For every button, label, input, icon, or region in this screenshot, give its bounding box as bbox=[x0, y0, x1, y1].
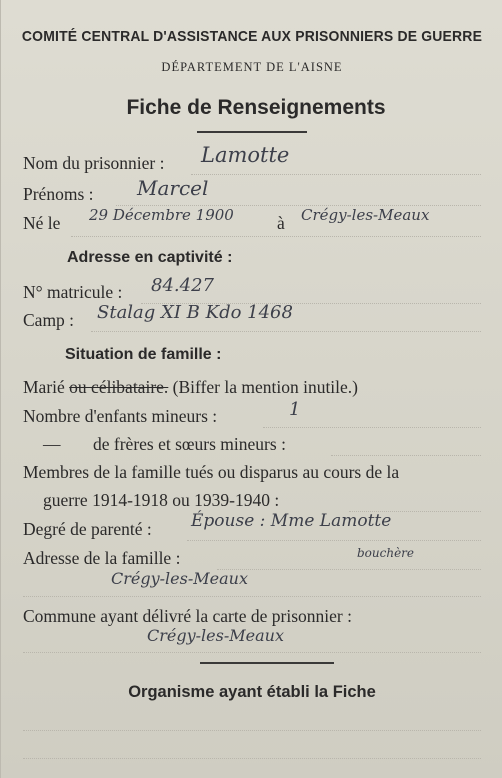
dotted-line bbox=[217, 569, 481, 570]
ne-label: Né le bbox=[23, 213, 61, 233]
title-underline bbox=[197, 131, 307, 133]
degre-value: Épouse : Mme Lamotte bbox=[191, 511, 392, 531]
matricule-label: N° matricule : bbox=[23, 282, 123, 302]
dotted-line bbox=[23, 758, 481, 759]
section-rule bbox=[200, 662, 334, 664]
birth-date-value: 29 Décembre 1900 bbox=[89, 206, 234, 224]
commune-value: Crégy-les-Meaux bbox=[147, 626, 284, 645]
camp-label: Camp : bbox=[23, 310, 75, 330]
marital-status-line bbox=[23, 377, 358, 398]
dotted-line bbox=[23, 730, 481, 731]
membres-line2: guerre 1914-1918 ou 1939-1940 : bbox=[43, 490, 280, 510]
enfants-label: Nombre d'enfants mineurs : bbox=[23, 406, 218, 426]
committee-header: COMITÉ CENTRAL D'ASSISTANCE AUX PRISONNIERS DE GUERRE bbox=[21, 28, 483, 45]
freres-label: de frères et sœurs mineurs : bbox=[93, 434, 286, 454]
degre-label: Degré de parenté : bbox=[23, 519, 152, 539]
family-heading: Situation de famille : bbox=[65, 346, 222, 363]
enfants-value: 1 bbox=[289, 399, 301, 420]
nom-value: Lamotte bbox=[201, 143, 290, 167]
prenoms-label: Prénoms : bbox=[23, 184, 94, 204]
dotted-line bbox=[23, 652, 481, 653]
department-header: DÉPARTEMENT DE L'AISNE bbox=[161, 60, 343, 74]
organisme-heading: Organisme ayant établi la Fiche bbox=[128, 683, 376, 701]
membres-line1: Membres de la famille tués ou disparus au cours de la bbox=[23, 462, 400, 482]
freres-dash: — bbox=[43, 434, 61, 454]
birth-place-value: Crégy-les-Meaux bbox=[301, 206, 430, 224]
ne-a-label: à bbox=[277, 213, 285, 233]
adresse-value-line2: Crégy-les-Meaux bbox=[111, 569, 248, 588]
camp-value: Stalag XI B Kdo 1468 bbox=[97, 302, 293, 323]
celibataire-crossed: ou célibataire. bbox=[69, 377, 169, 397]
dotted-line bbox=[71, 236, 481, 237]
dotted-line bbox=[331, 455, 481, 456]
dotted-line bbox=[23, 596, 481, 597]
commune-label: Commune ayant délivré la carte de prisonnier : bbox=[23, 606, 352, 626]
nom-label: Nom du prisonnier : bbox=[23, 153, 165, 173]
dotted-line bbox=[191, 174, 481, 175]
captivity-heading: Adresse en captivité : bbox=[67, 249, 233, 266]
marie-label: Marié bbox=[23, 377, 65, 397]
adresse-label: Adresse de la famille : bbox=[23, 548, 181, 568]
adresse-value-line1: bouchère bbox=[357, 546, 415, 560]
biffer-note: (Biffer la mention inutile.) bbox=[172, 377, 358, 397]
dotted-line bbox=[187, 540, 481, 541]
dotted-line bbox=[91, 331, 481, 332]
prenoms-value: Marcel bbox=[137, 176, 209, 200]
dotted-line bbox=[263, 427, 481, 428]
matricule-value: 84.427 bbox=[151, 275, 214, 296]
form-title: Fiche de Renseignements bbox=[126, 96, 386, 119]
